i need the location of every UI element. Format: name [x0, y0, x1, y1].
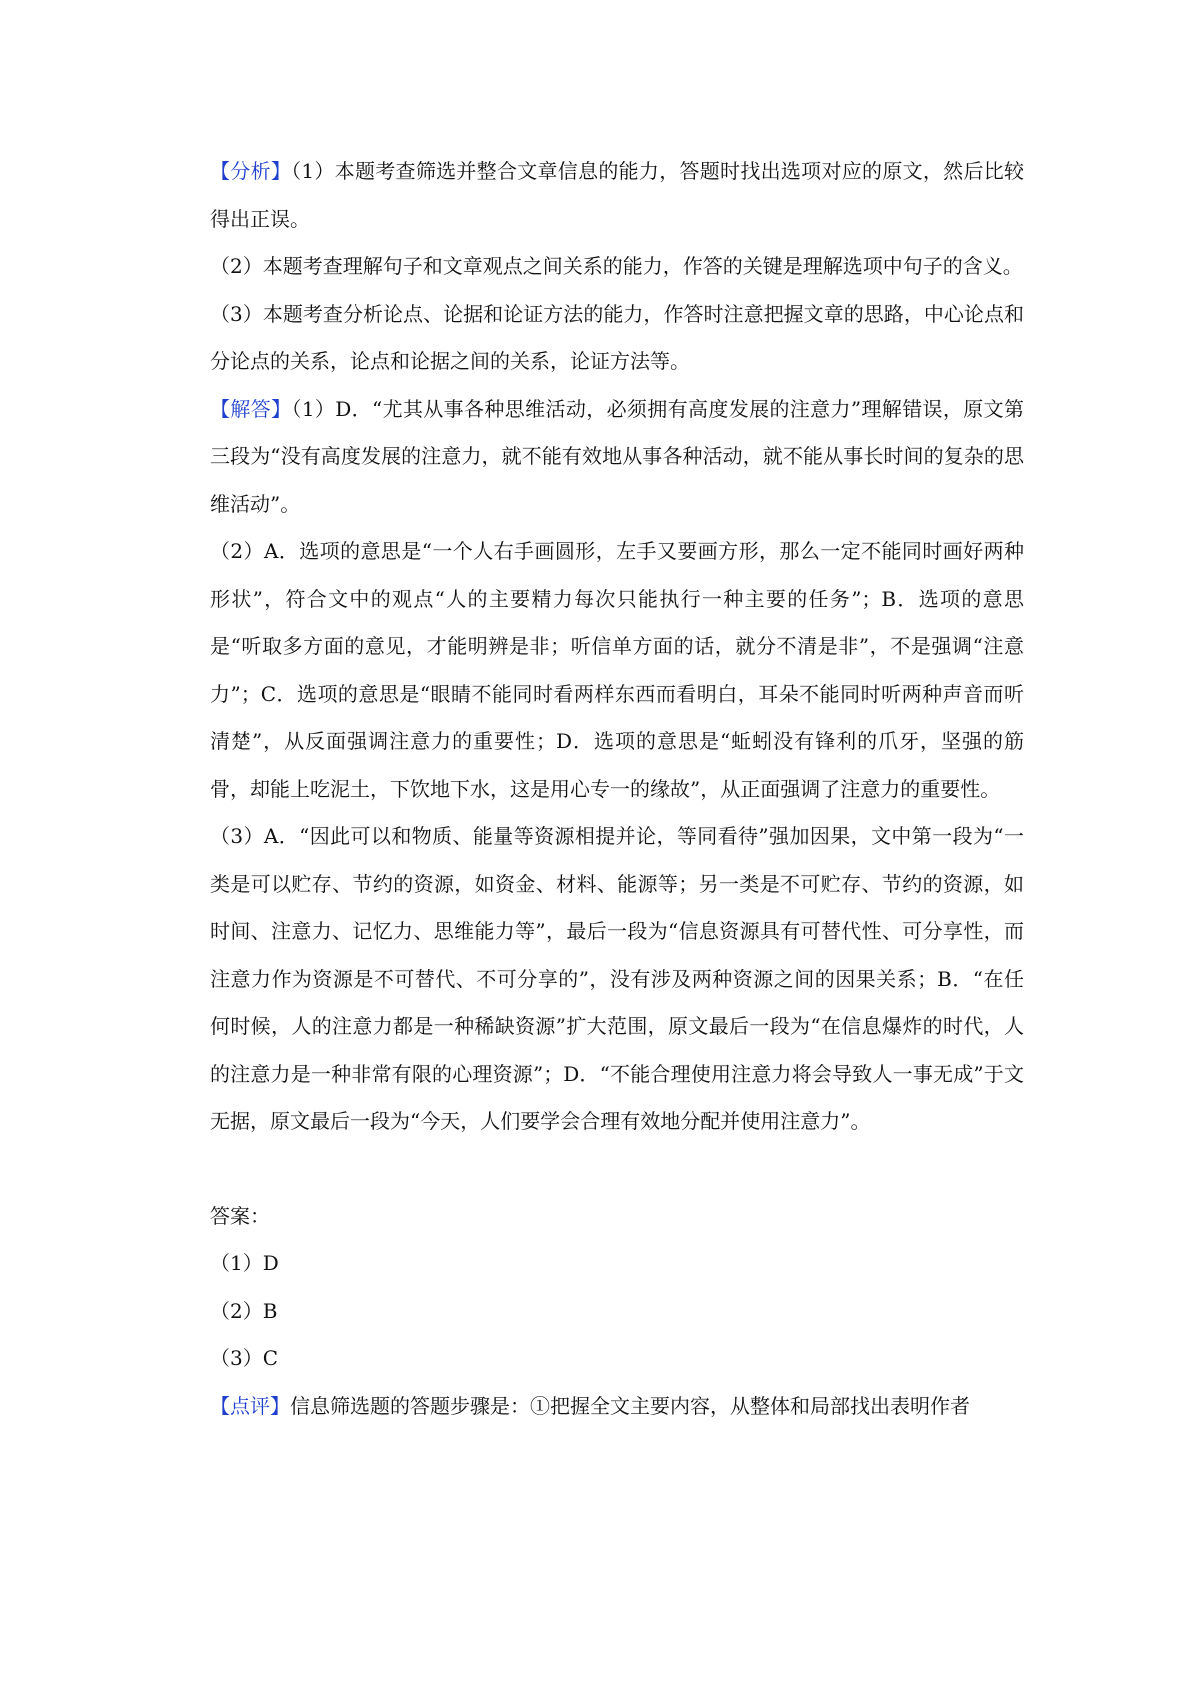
- solution-paragraph-1: [210, 386, 1024, 529]
- comment-tag: 【点评】: [210, 1393, 290, 1418]
- solution-paragraph-3: （3）A．“因此可以和物质、能量等资源相提并论，等同看待”强加因果，文中第一段为“一类是可以贮存、节约的资源，如资金、材料、能源等；另一类是不可贮存、节约的资源，如时间、注意力、记忆力、思维能力等”，最后一段为“信息资源具有可替代性、可分享性，而注意力作为资源是不可替代、不可分享的”，没有涉及两种资源之间的因果关系；B．“在任何时候，人的注意力都是一种稀缺资源”扩大范围，原文最后一段为“在信息爆炸的时代，人的注意力是一种非常有限的心理资源”；D．“不能合理使用注意力将会导致人一事无成”于文无据，原文最后一段为“今天，人们要学会合理有效地分配并使用注意力”。: [210, 824, 1024, 1133]
- analysis-tag: 【分析】: [210, 159, 292, 183]
- solution-tag: 【解答】: [210, 396, 292, 421]
- analysis-text-1: （1）本题考查筛选并整合文章信息的能力，答题时找出选项对应的原文，然后比较得出正误。: [210, 159, 1025, 231]
- document-page: [210, 148, 1024, 1430]
- analysis-paragraph-3: （3）本题考查分析论点、论据和论证方法的能力，作答时注意把握文章的思路，中心论点和分论点的关系，论点和论据之间的关系，论证方法等。: [210, 301, 1024, 373]
- analysis-paragraph-1: [210, 148, 1024, 243]
- comment-paragraph: [210, 1383, 1024, 1431]
- analysis-paragraph-2: （2）本题考查理解句子和文章观点之间关系的能力，作答的关键是理解选项中句子的含义。: [210, 254, 1023, 278]
- answer-item-3: （3）C: [210, 1346, 279, 1370]
- solution-paragraph-2: （2）A．选项的意思是“一个人右手画圆形，左手又要画方形，那么一定不能同时画好两种形状”，符合文中的观点“人的主要精力每次只能执行一种主要的任务”；B．选项的意思是“听取多方面的意见，才能明辨是非；听信单方面的话，就分不清是非”，不是强调“注意力”；C．选项的意思是“眼睛不能同时看两样东西而看明白，耳朵不能同时听两种声音而听清楚”，从反面强调注意力的重要性；D．选项的意思是“蚯蚓没有锋利的爪牙，坚强的筋骨，却能上吃泥土，下饮地下水，这是用心专一的缘故”，从正面强调了注意力的重要性。: [210, 539, 1024, 801]
- comment-text: 信息筛选题的答题步骤是：①把握全文主要内容，从整体和局部找出表明作者: [290, 1393, 970, 1418]
- answer-item-1: （1）D: [210, 1251, 279, 1275]
- answers-label: 答案：: [210, 1203, 270, 1228]
- answer-item-2: （2）B: [210, 1298, 278, 1323]
- solution-text-1: （1）D．“尤其从事各种思维活动，必须拥有高度发展的注意力”理解错误，原文第三段为“没有高度发展的注意力，就不能有效地从事各种活动，就不能从事长时间的复杂的思维活动”。: [210, 396, 1025, 516]
